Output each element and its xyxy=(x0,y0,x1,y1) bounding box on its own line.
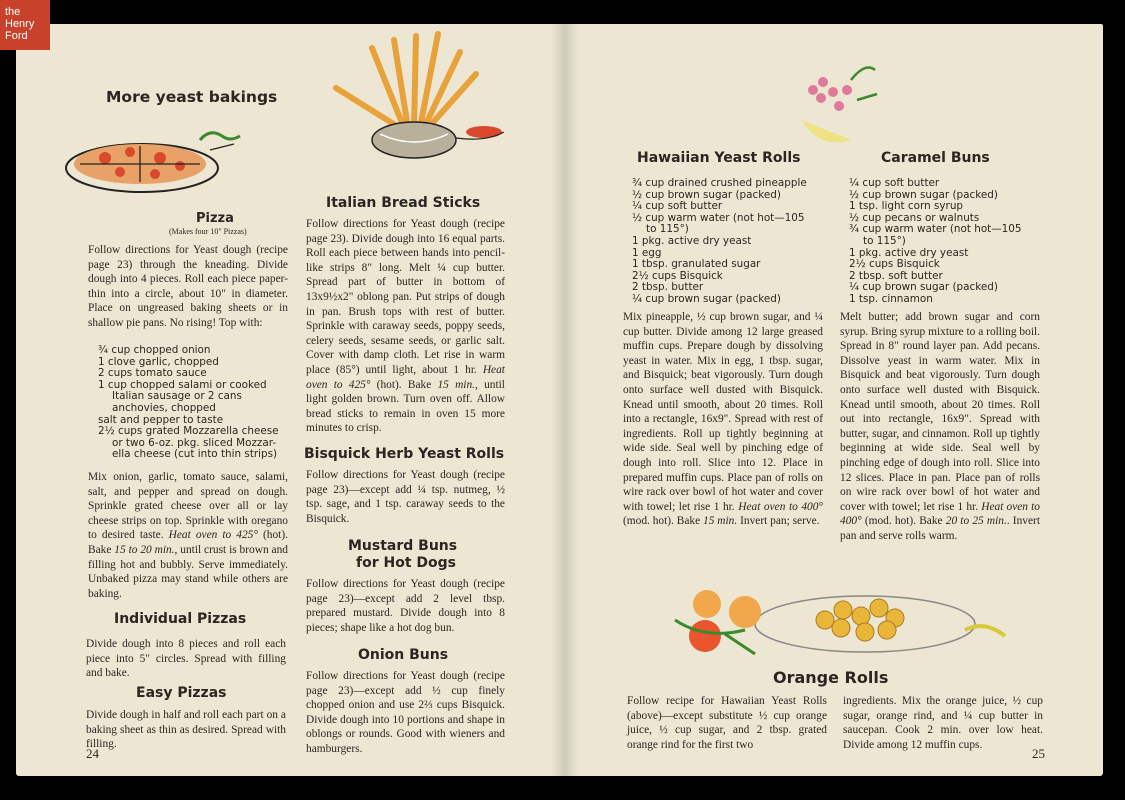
pizza-title: Pizza xyxy=(196,211,234,226)
ingredient: ¾ cup warm water (not hot—105 xyxy=(849,223,1022,236)
ingredient: to 115°) xyxy=(863,234,906,247)
ingredient: ¼ cup soft butter xyxy=(849,177,940,189)
herb-rolls-title: Bisquick Herb Yeast Rolls xyxy=(304,446,505,462)
ingredient: ¼ cup soft butter xyxy=(632,200,723,213)
individual-pizzas-title: Individual Pizzas xyxy=(114,611,247,627)
ingredient: 2 tbsp. soft butter xyxy=(849,269,943,282)
hawaiian-rolls-text xyxy=(623,310,823,529)
easy-pizzas-title: Easy Pizzas xyxy=(136,685,227,701)
orange-rolls-text-col1: Follow recipe for Hawaiian Yeast Rolls (above)—except substitute ½ cup orange juice, ½ cup sugar, and 2 tbsp. grated orange rind for the first two xyxy=(627,695,827,751)
orange-rolls-illustration xyxy=(665,564,1010,664)
bread-sticks-time: 15 min. xyxy=(437,378,476,391)
pizza-method-text2: (hot). Bake xyxy=(88,529,288,556)
ingredient: ½ cup brown sugar (packed) xyxy=(849,188,998,201)
pizza-heat: Heat oven to 425° xyxy=(168,529,258,542)
ingredient: 2½ cups Bisquick xyxy=(632,269,723,282)
page-heading: More yeast bakings xyxy=(106,88,278,106)
pizza-method xyxy=(88,470,288,601)
pizza-subtitle: (Makes four 10" Pizzas) xyxy=(169,227,247,236)
bread-sticks-title: Italian Bread Sticks xyxy=(326,195,481,211)
hawaiian-heat: Heat oven to 400° xyxy=(738,500,823,513)
flowers-illustration xyxy=(791,60,885,156)
henry-ford-logo xyxy=(0,0,50,50)
bread-sticks-text1: Follow directions for Yeast dough (recipe page 23). Divide dough into 16 equal parts. Roll each piece between hands into pencil-like strips 8" long. Melt ¼ cup butter. Spread part of butter in bottom of 13x9½x2" oblong pan. Put strips of dough in pan. Brush tops with rest of butter. Sprinkle with caraway seeds, poppy seeds, celery seeds, sesame seeds, or garlic salt. Cover with damp cloth. Let rise in warm place (85°) until light, about 1 hr. xyxy=(306,218,505,376)
ingredient: Italian sausage or 2 cans xyxy=(112,390,242,403)
ingredient: 1 pkg. active dry yeast xyxy=(632,234,752,247)
ingredient: ¼ cup brown sugar (packed) xyxy=(632,292,781,305)
bread-sticks-text3: , until light golden brown. Turn oven off. Allow bread sticks to remain in oven 15 more minutes to crisp. xyxy=(306,378,505,435)
hawaiian-ingredients xyxy=(632,178,807,306)
page-number-left: 24 xyxy=(86,746,99,761)
pizza-ingredients xyxy=(98,345,279,461)
right-page xyxy=(565,24,1103,776)
caramel-text2: (mod. hot). Bake xyxy=(864,515,943,528)
caramel-time: 20 to 25 min. xyxy=(945,515,1007,528)
easy-pizzas-text: Divide dough in half and roll each part on a baking sheet as thin as desired. Spread with filling. xyxy=(86,709,286,751)
mustard-buns-title-line1: Mustard Buns xyxy=(348,538,458,554)
ingredient: 1 tbsp. granulated sugar xyxy=(632,258,761,271)
ingredient: 2½ cups Bisquick xyxy=(849,258,940,271)
pizza-method-text3: , until crust is brown and filling hot and bubbly. Serve immediately. Unbaked pizza may stand while others are baking. xyxy=(88,543,288,600)
ingredient: 1 tsp. light corn syrup xyxy=(849,200,963,213)
logo-line1: the xyxy=(5,6,21,18)
bread-sticks-text xyxy=(306,217,505,436)
bread-sticks-illustration xyxy=(316,28,516,168)
caramel-heat: Heat oven to 400° xyxy=(840,500,1040,528)
ingredient: 1 tsp. cinnamon xyxy=(849,292,933,305)
caramel-text3: Invert pan and serve rolls warm. xyxy=(840,515,1040,542)
pizza-intro: Follow directions for Yeast dough (recipe page 23) through the kneading. Divide dough into 4 pieces. Roll each piece paper-thin into a circle, about 10" in diameter. Place on ungreased baking sheets or in shallow pie pans. No rising! Top with: xyxy=(88,244,288,329)
ingredient: ¾ cup chopped onion xyxy=(98,344,211,356)
ingredient: to 115°) xyxy=(646,223,689,236)
gutter-shadow-right xyxy=(565,24,579,776)
onion-buns-title: Onion Buns xyxy=(358,647,449,663)
ingredient: ½ cup warm water (not hot—105 xyxy=(632,211,805,224)
ingredient: 1 cup chopped salami or cooked xyxy=(98,378,267,391)
ingredient: 2 tbsp. butter xyxy=(632,281,704,294)
caramel-buns-text: Melt butter; add brown sugar and corn syrup. Bring syrup mixture to a rolling boil. Spread in 8" round layer pan. Add pecans. Dissolve yeast in warm water. Mix in Bisquick and beat vigorously. Turn dough onto surface well dusted with Bisquick. Knead until smooth, about 20 times. Roll out into rectangle, 16x9". Spread with butter, sugar, and cinnamon. Roll up tightly beginning at wide side. Seal well by pinching edge of dough into roll. Slice into 12 slices. Place in pan. Place pan of rolls on wire rack over bowl of hot water and cover with towel; let rise 1 hr. Heat oven to 400° (mod. hot). Bake 20 to 25 min.. Invert pan and serve rolls warm. xyxy=(840,311,1040,542)
onion-buns-text: Follow directions for Yeast dough (recipe page 23)—except add ½ cup finely chopped onion and use 2⅔ cups Bisquick. Divide dough into 10 portions and shape in oblongs or rounds. Good with wieners and hamburgers. xyxy=(306,670,505,755)
ingredient: 1 pkg. active dry yeast xyxy=(849,246,969,259)
pizza-illustration xyxy=(60,120,250,200)
hawaiian-text1: Mix pineapple, ½ cup brown sugar, and ¼ cup butter. Divide among 12 large greased muffin cups. Prepare dough by dissolving yeast in water. Mix in egg, 1 tbsp. sugar, and Bisquick; beat vigorously. Turn dough onto surface well dusted with Bisquick. Knead until smooth, about 20 times. Roll into a rectangle, 16x9". Spread with rest of ingredients. Roll up tightly beginning at wide side. Seal well by pinching edge of dough into roll. Slice into 12. Place in prepared muffin cups. Place pan of rolls on wire rack over bowl of hot water and cover with towel; let rise 1 hr. xyxy=(623,311,823,513)
hawaiian-rolls-title: Hawaiian Yeast Rolls xyxy=(637,150,801,166)
orange-rolls-title: Orange Rolls xyxy=(773,668,889,687)
ingredient: 1 clove garlic, chopped xyxy=(98,355,219,368)
ingredient: ½ cup pecans or walnuts xyxy=(849,211,980,224)
ingredient: salt and pepper to taste xyxy=(98,413,224,426)
ingredient: ella cheese (cut into thin strips) xyxy=(112,448,278,461)
hawaiian-text2: (mod. hot). Bake xyxy=(623,515,701,528)
ingredient: 2½ cups grated Mozzarella cheese xyxy=(98,425,279,438)
logo-line3: Ford xyxy=(5,30,28,42)
ingredient: 2 cups tomato sauce xyxy=(98,367,207,380)
logo-line2: Henry xyxy=(5,18,35,30)
mustard-buns-text: Follow directions for Yeast dough (recipe page 23)—except add 2 level tbsp. prepared mustard. Divide dough into 8 pieces; shape like a hot dog bun. xyxy=(306,578,505,634)
orange-rolls-text-col2: ingredients. Mix the orange juice, ½ cup sugar, orange rind, and ¼ cup butter in saucepan. Cook 2 min. over low heat. Divide among 12 muffin cups. xyxy=(843,695,1043,751)
pizza-time: 15 to 20 min. xyxy=(114,543,175,556)
hawaiian-time: 15 min. xyxy=(703,515,738,528)
page-number-right: 25 xyxy=(1032,746,1045,761)
bread-sticks-heat: Heat oven to 425° xyxy=(306,363,505,391)
bread-sticks-text2: (hot). Bake xyxy=(376,378,432,391)
caramel-buns-title: Caramel Buns xyxy=(881,150,990,166)
left-page xyxy=(16,24,565,776)
caramel-text1: Melt butter; add brown sugar and corn syrup. Bring syrup mixture to a rolling boil. Spread in 8" round layer pan. Add pecans. Dissolve yeast in warm water. Mix in Bisquick and beat vigorously. Turn dough onto surface well dusted with Bisquick. Knead until smooth, about 20 times. Roll out into rectangle, 16x9". Spread with butter, sugar, and cinnamon. Roll up tightly beginning at wide side. Seal well by pinching edge of dough into roll. Slice into 12 slices. Place in pan. Place pan of rolls on wire rack over bowl of hot water and cover with towel; let rise 1 hr. xyxy=(840,311,1040,513)
ingredient: anchovies, chopped xyxy=(112,401,216,414)
hawaiian-text3: Invert pan; serve. xyxy=(740,515,820,528)
ingredient: or two 6-oz. pkg. sliced Mozzar- xyxy=(112,436,277,449)
gutter-shadow-left xyxy=(551,24,565,776)
ingredient: ¼ cup brown sugar (packed) xyxy=(849,281,998,294)
mustard-buns-title-line2: for Hot Dogs xyxy=(356,555,456,571)
herb-rolls-text: Follow directions for Yeast dough (recipe page 23)—except add ¼ tsp. nutmeg, ½ tsp. sage, and 1 tsp. caraway seeds to the Bisquick. xyxy=(306,469,505,525)
ingredient: ½ cup brown sugar (packed) xyxy=(632,188,781,201)
ingredient: 1 egg xyxy=(632,246,662,259)
ingredient: ¾ cup drained crushed pineapple xyxy=(632,177,807,189)
caramel-ingredients xyxy=(849,178,1021,306)
pizza-method-text: Mix onion, garlic, tomato sauce, salami, salt, and pepper and spread on dough. Sprinkle grated cheese over all or lay cheese strips on top. Sprinkle with oregano to desired taste. xyxy=(88,471,288,542)
individual-pizzas-text: Divide dough into 8 pieces and roll each piece into 5" circles. Spread with filling and bake. xyxy=(86,638,286,680)
